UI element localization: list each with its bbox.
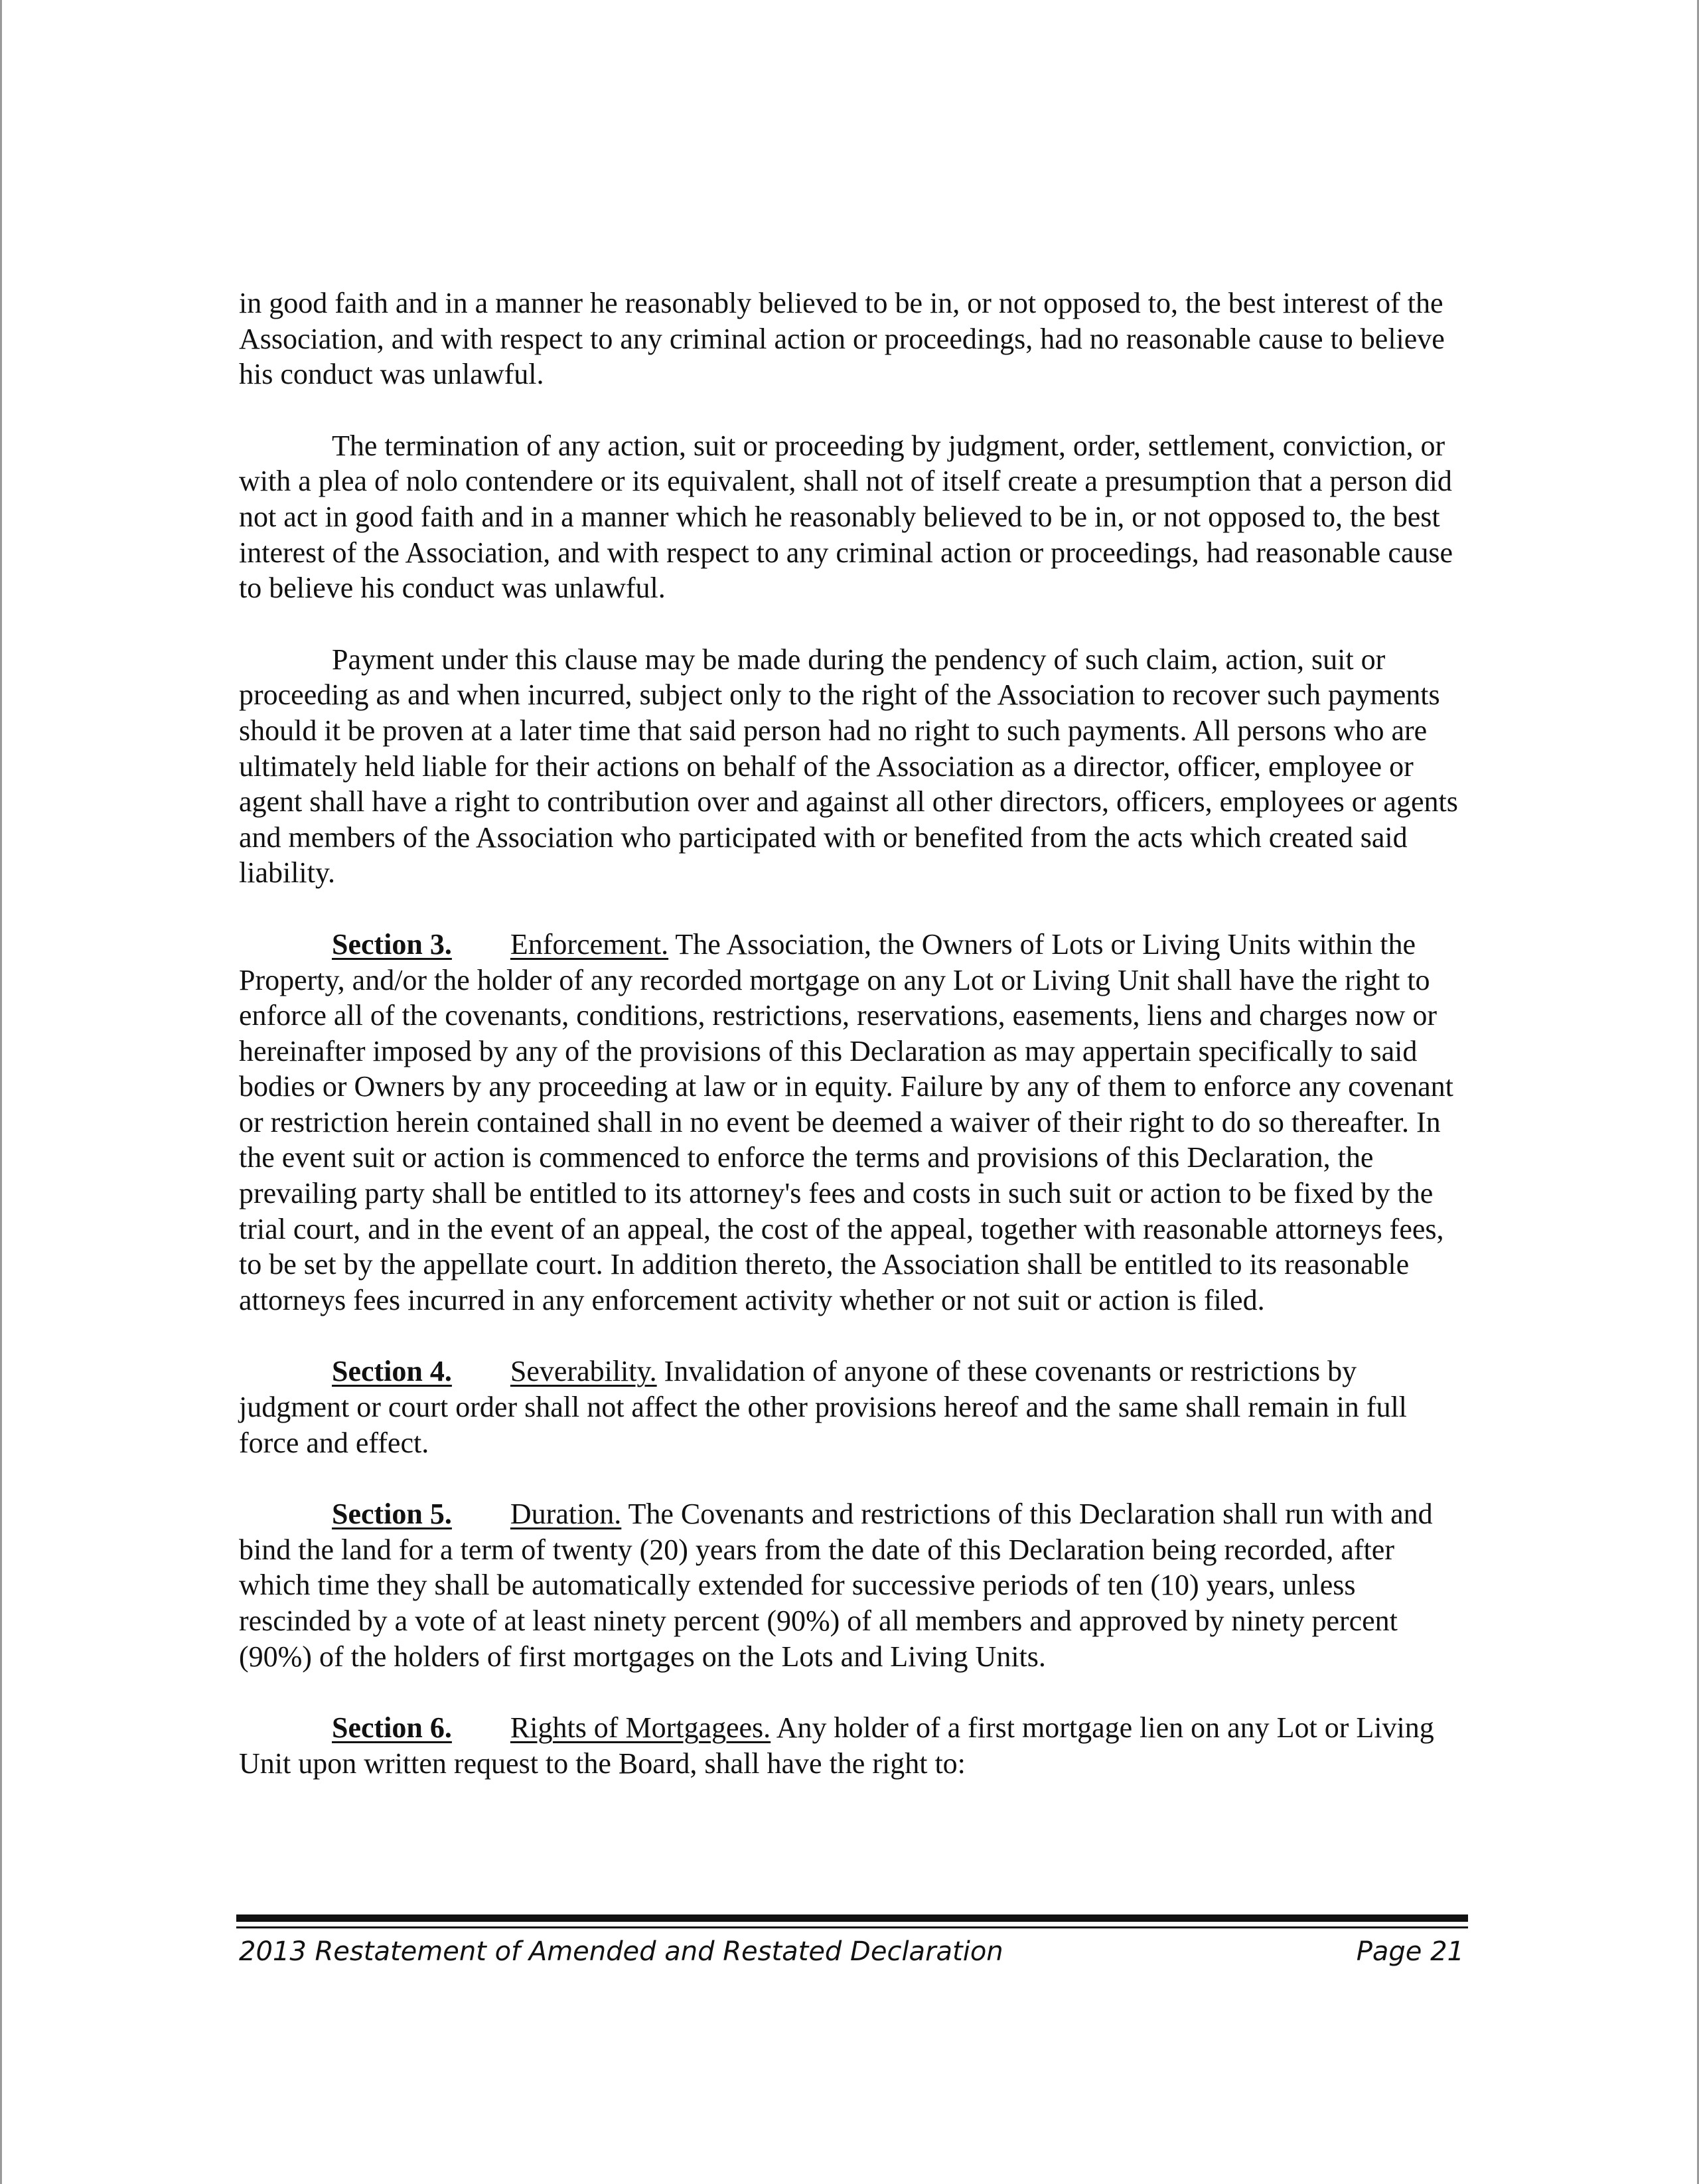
section-title: Duration. (510, 1498, 622, 1531)
section-3-enforcement (239, 927, 1467, 1318)
paragraph-continuation: in good faith and in a manner he reasonably believed to be in, or not opposed to, the best interest of the Association, and with respect to any criminal action or proceedings, had no reasonable cause to believe his conduct was unlawful. (239, 287, 1445, 391)
footer-rule-thin (236, 1926, 1468, 1928)
section-number: Section 5. (332, 1498, 452, 1531)
section-title: Rights of Mortgagees. (510, 1711, 771, 1745)
section-text: The Association, the Owners of Lots or Living Units within the Property, and/or the holder of any recorded mortgage on any Lot or Living Unit shall have the right to enforce all of the covenants, conditions, restrictions, reservations, easements, liens and charges now or hereinafter imposed by any of the provisions of this Declaration as may appertain specifically to said bodies or Owners by any proceeding at law or in equity. Failure by any of them to enforce any covenant or restriction herein contained shall in no event be deemed a waiver of their right to do so thereafter. In the event suit or action is commenced to enforce the terms and provisions of this Declaration, the prevailing party shall be entitled to its attorney's fees and costs in such suit or action to be fixed by the trial court, and in the event of an appeal, the cost of the appeal, together with reasonable attorneys fees, to be set by the appellate court. In addition thereto, the Association shall be entitled to its reasonable attorneys fees incurred in any enforcement activity whether or not suit or action is filed. (239, 927, 1453, 1316)
section-text: Any holder of a first mortgage lien on any Lot or Living Unit upon written request to the Board, shall have the right to: (239, 1711, 1434, 1780)
section-4-severability (239, 1354, 1467, 1460)
section-number: Section 3. (332, 927, 452, 961)
page-edge-left (0, 0, 2, 2184)
footer-rule-thick (236, 1914, 1468, 1922)
footer-document-title: 2013 Restatement of Amended and Restated Declaration (239, 1936, 1003, 1967)
section-text: The Covenants and restrictions of this Declaration shall run with and bind the land for a term of twenty (20) years from the date of this Declaration being recorded, after which time they shall be automatically extended for successive periods of ten (10) years, unless rescinded by a vote of at least ninety percent (90%) of all members and approved by ninety percent (90%) of the holders of first mortgages on the Lots and Living Units. (239, 1498, 1433, 1673)
footer-page-number: Page 21 (1356, 1936, 1464, 1967)
section-title: Severability. (510, 1355, 657, 1388)
document-body (239, 285, 1467, 1817)
paragraph-payment: Payment under this clause may be made during the pendency of such claim, action, suit or proceeding as and when incurred, subject only to the right of the Association to recover such payments should it be proven at a later time that said person had no right to such payments. All persons who are ultimately held liable for their actions on behalf of the Association as a director, officer, employee or agent shall have a right to contribution over and against all other directors, officers, employees or agents and members of the Association who participated with or benefited from the acts which created said liability. (239, 643, 1458, 890)
section-number: Section 4. (332, 1355, 452, 1388)
section-6-rights-of-mortgagees (239, 1710, 1467, 1781)
section-title: Enforcement. (510, 927, 669, 961)
page-footer (239, 1933, 1464, 1970)
section-number: Section 6. (332, 1711, 452, 1745)
section-text: Invalidation of anyone of these covenants or restrictions by judgment or court order shall not affect the other provisions hereof and the same shall remain in full force and effect. (239, 1355, 1407, 1459)
paragraph-termination: The termination of any action, suit or proceeding by judgment, order, settlement, conviction, or with a plea of nolo contendere or its equivalent, shall not of itself create a presumption that a person did not act in good faith and in a manner which he reasonably believed to be in, or not opposed to, the best interest of the Association, and with respect to any criminal action or proceedings, had reasonable cause to believe his conduct was unlawful. (239, 429, 1453, 605)
section-5-duration (239, 1496, 1467, 1674)
